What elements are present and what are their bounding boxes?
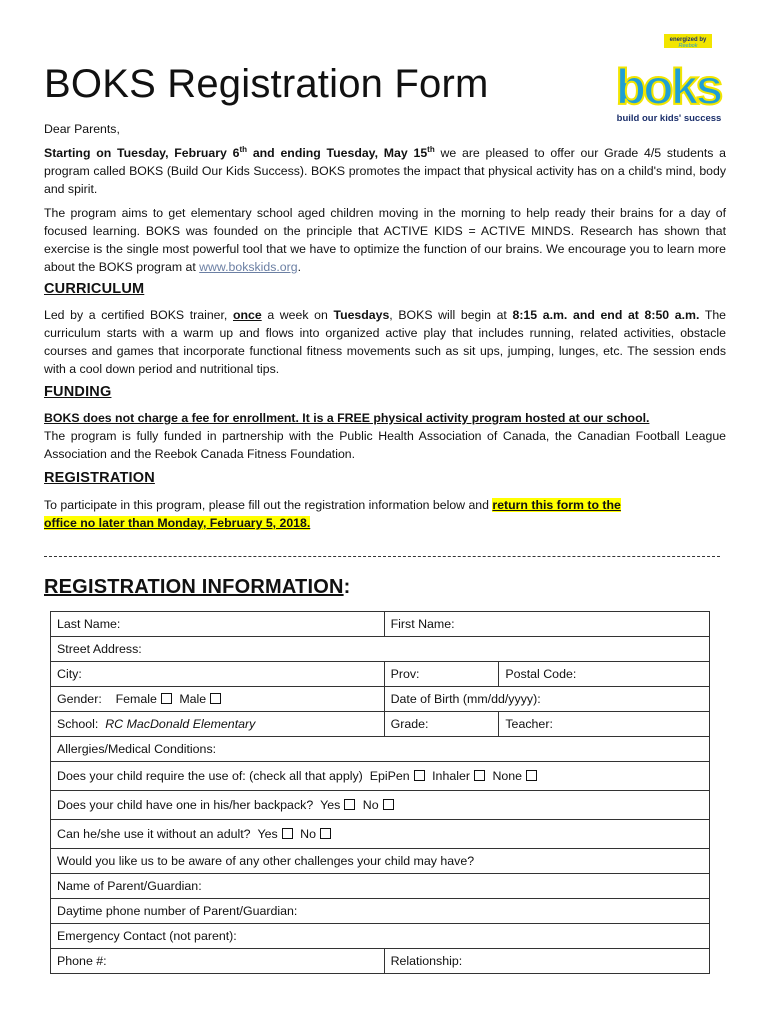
gender-label: Gender: xyxy=(57,692,102,706)
teacher-field[interactable] xyxy=(499,712,710,737)
challenges-question: Would you like us to be aware of any other challenges your child may have? xyxy=(57,854,475,868)
independent-yes-checkbox[interactable] xyxy=(282,828,293,839)
emergency-contact-label: Emergency Contact (not parent): xyxy=(57,929,237,943)
registration-info-heading xyxy=(44,576,350,599)
logo-tagline: build our kids' success xyxy=(616,113,722,124)
backpack-question-row xyxy=(51,791,710,820)
relationship-field[interactable] xyxy=(384,949,709,974)
curriculum-paragraph xyxy=(44,306,726,378)
none-checkbox[interactable] xyxy=(526,770,537,781)
registration-info-title: REGISTRATION INFORMATION xyxy=(44,576,344,598)
curriculum-times: 8:15 a.m. and end at 8:50 a.m. xyxy=(512,308,700,322)
independent-no-label: No xyxy=(300,827,316,841)
relationship-label: Relationship: xyxy=(390,954,463,968)
emergency-contact-field[interactable] xyxy=(51,924,710,949)
registration-text: To participate in this program, please fill out the registration information below and xyxy=(44,498,493,512)
phone-label: Phone #: xyxy=(57,954,107,968)
program-paragraph xyxy=(44,204,726,276)
independent-no-checkbox[interactable] xyxy=(320,828,331,839)
female-label: Female xyxy=(115,692,157,706)
female-checkbox[interactable] xyxy=(161,693,172,704)
parent-name-field[interactable] xyxy=(51,874,710,899)
intro-paragraph xyxy=(44,144,726,198)
program-text: The program aims to get elementary school aged children moving in the morning to help ready their brains for a day of focused learning. BOKS was founded on the principle that ACTIVE KIDS = ACTIVE MINDS. Research has shown that exercise is the single most powerful tool that we have to optimize the function of our brains. We encourage you to learn more about the BOKS program at xyxy=(44,206,726,274)
program-text-end: . xyxy=(297,260,302,274)
end-date-suffix: th xyxy=(427,144,435,154)
first-name-field[interactable] xyxy=(384,612,709,637)
boks-website-link[interactable]: www.bokskids.org xyxy=(199,260,298,274)
funding-paragraph xyxy=(44,409,726,463)
daytime-phone-field[interactable] xyxy=(51,899,710,924)
logo-boks-text: boks xyxy=(615,59,721,115)
phone-field[interactable] xyxy=(51,949,385,974)
curriculum-heading: CURRICULUM xyxy=(44,281,145,297)
curriculum-text-5: , BOKS will begin at xyxy=(389,308,513,322)
registration-heading: REGISTRATION xyxy=(44,470,155,486)
return-deadline-a: return this form to the xyxy=(492,498,621,512)
logo-reebok-text: Reebok xyxy=(678,43,698,49)
allergies-field[interactable] xyxy=(51,737,710,762)
start-date-text: Starting on Tuesday, February 6 xyxy=(44,146,240,160)
registration-form-table xyxy=(50,611,710,974)
none-label: None xyxy=(492,769,523,783)
male-checkbox[interactable] xyxy=(210,693,221,704)
salutation: Dear Parents, xyxy=(44,122,120,136)
funding-heading: FUNDING xyxy=(44,384,112,400)
street-address-field[interactable] xyxy=(51,637,710,662)
backpack-question: Does your child have one in his/her backpack? xyxy=(57,798,314,812)
medication-question: Does your child require the use of: (check all that apply) xyxy=(57,769,363,783)
independent-yes-label: Yes xyxy=(257,827,278,841)
page-title: BOKS Registration Form xyxy=(44,62,489,106)
school-value: RC MacDonald Elementary xyxy=(105,717,256,731)
grade-label: Grade: xyxy=(390,717,429,731)
epipen-checkbox[interactable] xyxy=(414,770,425,781)
last-name-label: Last Name: xyxy=(57,617,121,631)
city-field[interactable] xyxy=(51,662,385,687)
intro-text: we are pleased to offer our Grade 4/5 students a program called BOKS (Build Our Kids Success). BOKS promotes the impact that physical activity has on a child's mind, body and spirit. xyxy=(44,146,726,196)
registration-info-colon: : xyxy=(343,576,351,598)
school-field xyxy=(51,712,385,737)
dob-label: Date of Birth (mm/dd/yyyy): xyxy=(390,692,541,706)
province-field[interactable] xyxy=(384,662,499,687)
curriculum-day: Tuesdays xyxy=(333,308,390,322)
backpack-no-label: No xyxy=(362,798,379,812)
gender-field xyxy=(51,687,385,712)
male-label: Male xyxy=(179,692,207,706)
dob-field[interactable] xyxy=(384,687,709,712)
cut-line-divider xyxy=(44,556,720,557)
curriculum-once: once xyxy=(232,308,262,322)
independent-use-question-row xyxy=(51,820,710,849)
funding-free-text: BOKS does not charge a fee for enrollment. It is a FREE physical activity program hosted at our school. xyxy=(44,411,650,425)
first-name-label: First Name: xyxy=(390,617,455,631)
medication-question-row xyxy=(51,762,710,791)
school-label: School: xyxy=(57,717,99,731)
parent-name-label: Name of Parent/Guardian: xyxy=(57,879,202,893)
funding-text: The program is fully funded in partnership with the Public Health Association of Canada, the Canadian Football League Association and the Reebok Canada Fitness Foundation. xyxy=(44,429,726,461)
allergies-label: Allergies/Medical Conditions: xyxy=(57,742,217,756)
registration-paragraph xyxy=(44,496,726,532)
last-name-field[interactable] xyxy=(51,612,385,637)
curriculum-text-1: Led by a certified BOKS trainer, xyxy=(44,308,233,322)
return-deadline-b: office no later than Monday, February 5, 2018. xyxy=(44,516,311,530)
curriculum-text-3: a week on xyxy=(261,308,334,322)
curriculum-text-7: The curriculum starts with a warm up and flows into organized active play that includes running, related activities, obstacle courses and games that incorporate functional fitness movements such as sit ups, jumping, lunges, etc. The session ends with a cool down period and nutritional tips. xyxy=(44,308,727,376)
independent-use-question: Can he/she use it without an adult? xyxy=(57,827,251,841)
boks-logo xyxy=(612,32,728,127)
inhaler-checkbox[interactable] xyxy=(474,770,485,781)
postal-code-field[interactable] xyxy=(499,662,710,687)
backpack-no-checkbox[interactable] xyxy=(383,799,394,810)
city-label: City: xyxy=(57,667,82,681)
postal-code-label: Postal Code: xyxy=(505,667,577,681)
epipen-label: EpiPen xyxy=(369,769,410,783)
inhaler-label: Inhaler xyxy=(432,769,470,783)
start-date-suffix: th xyxy=(239,144,248,154)
backpack-yes-label: Yes xyxy=(320,798,341,812)
daytime-phone-label: Daytime phone number of Parent/Guardian: xyxy=(57,904,298,918)
grade-field[interactable] xyxy=(384,712,499,737)
backpack-yes-checkbox[interactable] xyxy=(344,799,355,810)
logo-energized-text: energized by xyxy=(669,37,707,43)
street-address-label: Street Address: xyxy=(57,642,142,656)
challenges-field[interactable] xyxy=(51,849,710,874)
province-label: Prov: xyxy=(390,667,420,681)
teacher-label: Teacher: xyxy=(505,717,553,731)
end-date-text: and ending Tuesday, May 15 xyxy=(247,146,428,160)
